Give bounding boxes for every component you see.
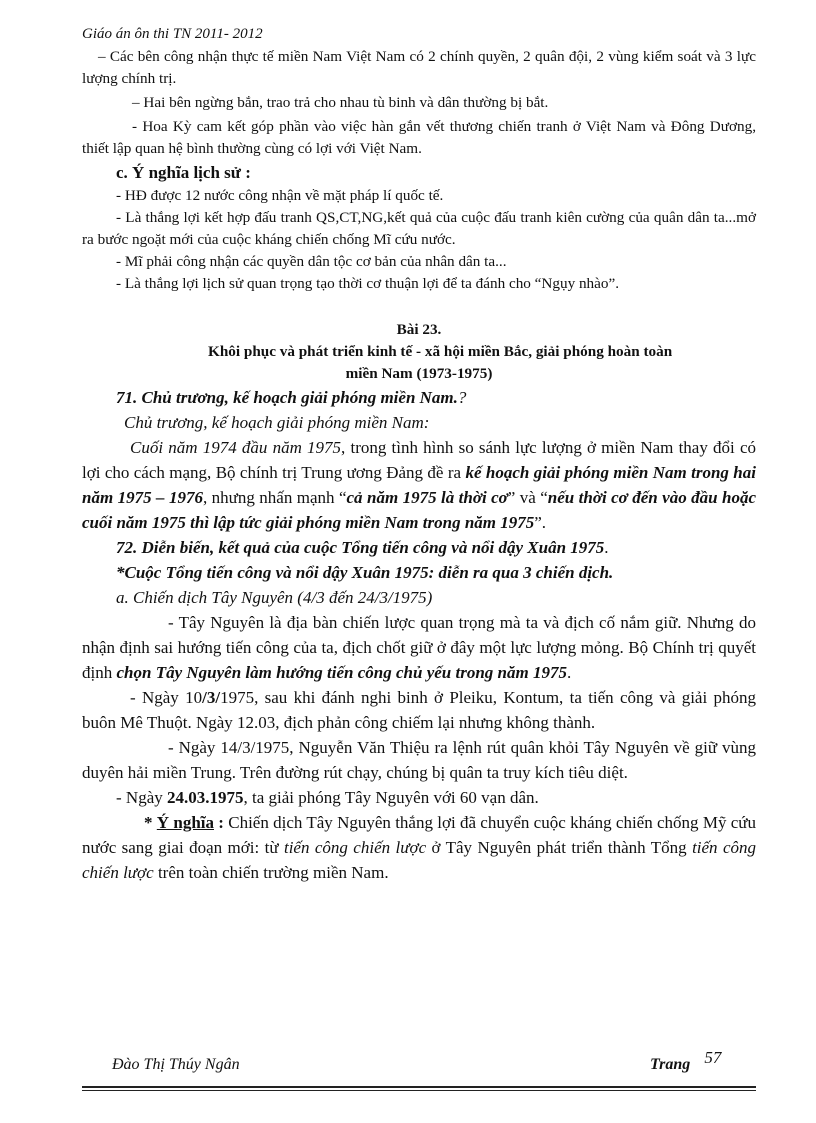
- question-72-subheading: *Cuộc Tổng tiến công và nổi dậy Xuân 1975: diễn ra qua 3 chiến dịch.: [116, 563, 614, 582]
- page-content: [82, 46, 756, 885]
- page-number: 57: [704, 1048, 722, 1067]
- paragraph: - Ngày 10/3/1975, sau khi đánh nghi binh ở Pleiku, Kontum, ta tiến công và giải phóng buôn Mê Thuột. Ngày 12.03, địch phản công chiếm lại nhưng không thành.: [82, 688, 756, 732]
- question-71-subheading: Chủ trương, kế hoạch giải phóng miền Nam:: [124, 413, 430, 432]
- footer-page: [650, 1048, 722, 1074]
- bullet: - Mĩ phải công nhận các quyền dân tộc cơ bản của nhân dân ta...: [116, 253, 507, 270]
- lesson-title-line2: miền Nam (1973-1975): [345, 365, 493, 382]
- lesson-title: Khôi phục và phát triển kinh tế - xã hội miền Bắc, giải phóng hoàn toàn: [208, 343, 673, 360]
- section-heading: c. Ý nghĩa lịch sử :: [116, 163, 251, 182]
- paragraph: - Hoa Kỳ cam kết góp phần vào việc hàn gắn vết thương chiến tranh ở Việt Nam và Đông Dương, thiết lập quan hệ bình thường cùng có lợi với Việt Nam.: [82, 118, 756, 157]
- footer-rule: [82, 1086, 756, 1088]
- paragraph: – Hai bên ngừng bắn, trao trả cho nhau tù binh và dân thường bị bắt.: [132, 94, 549, 111]
- campaign-heading: a. Chiến dịch Tây Nguyên (4/3 đến 24/3/1975): [116, 588, 433, 607]
- footer-author: Đào Thị Thúy Ngân: [112, 1056, 240, 1073]
- question-72-heading: 72. Diễn biến, kết quả của cuộc Tổng tiến công và nổi dậy Xuân 1975.: [116, 538, 609, 557]
- bullet: - Là thắng lợi lịch sử quan trọng tạo thời cơ thuận lợi để ta đánh cho “Ngụy nhào”.: [116, 275, 620, 292]
- lesson-number: Bài 23.: [396, 321, 442, 338]
- question-71-heading: 71. Chủ trương, kế hoạch giải phóng miền Nam.?: [116, 388, 467, 407]
- paragraph: - Ngày 24.03.1975, ta giải phóng Tây Nguyên với 60 vạn dân.: [116, 788, 539, 807]
- paragraph: - Tây Nguyên là địa bàn chiến lược quan trọng mà ta và địch cố nắm giữ. Nhưng do nhận định sai hướng tiến công của ta, địch chốt giữ ở đây một lực lượng mỏng. Bộ Chính trị quyết định chọn Tây Nguyên làm hướng tiến công chủ yếu trong năm 1975.: [82, 613, 756, 682]
- paragraph: * Ý nghĩa : Chiến dịch Tây Nguyên thắng lợi đã chuyển cuộc kháng chiến chống Mỹ cứu nước sang giai đoạn mới: từ tiến công chiến lược ở Tây Nguyên phát triển thành Tổng tiến công chiến lược trên toàn chiến trường miền Nam.: [82, 813, 757, 882]
- page-label: Trang: [650, 1056, 691, 1073]
- paragraph: Cuối năm 1974 đầu năm 1975, trong tình hình so sánh lực lượng ở miền Nam thay đổi có lợi cho cách mạng, Bộ chính trị Trung ương Đảng đề ra kế hoạch giải phóng miền Nam trong hai năm 1975 – 1976, nhưng nhấn mạnh “cả năm 1975 là thời cơ” và “nếu thời cơ đến vào đầu hoặc cuối năm 1975 thì lập tức giải phóng miền Nam trong năm 1975”.: [82, 438, 757, 532]
- bullet: - HĐ được 12 nước công nhận về mặt pháp lí quốc tế.: [116, 187, 444, 204]
- document-header: Giáo án ôn thi TN 2011- 2012: [82, 26, 263, 42]
- footer-rule-thin: [82, 1090, 756, 1091]
- bullet: - Là thắng lợi kết hợp đấu tranh QS,CT,NG,kết quả của cuộc đấu tranh kiên cường của quân dân ta...mở ra bước ngoặt mới của cuộc kháng chiến chống Mĩ cứu nước.: [82, 209, 756, 248]
- paragraph: - Ngày 14/3/1975, Nguyễn Văn Thiệu ra lệnh rút quân khỏi Tây Nguyên về giữ vùng duyên hải miền Trung. Trên đường rút chạy, chúng bị quân ta truy kích tiêu diệt.: [82, 738, 756, 782]
- paragraph: – Các bên công nhận thực tế miền Nam Việt Nam có 2 chính quyền, 2 quân đội, 2 vùng kiểm soát và 3 lực lượng chính trị.: [82, 48, 756, 87]
